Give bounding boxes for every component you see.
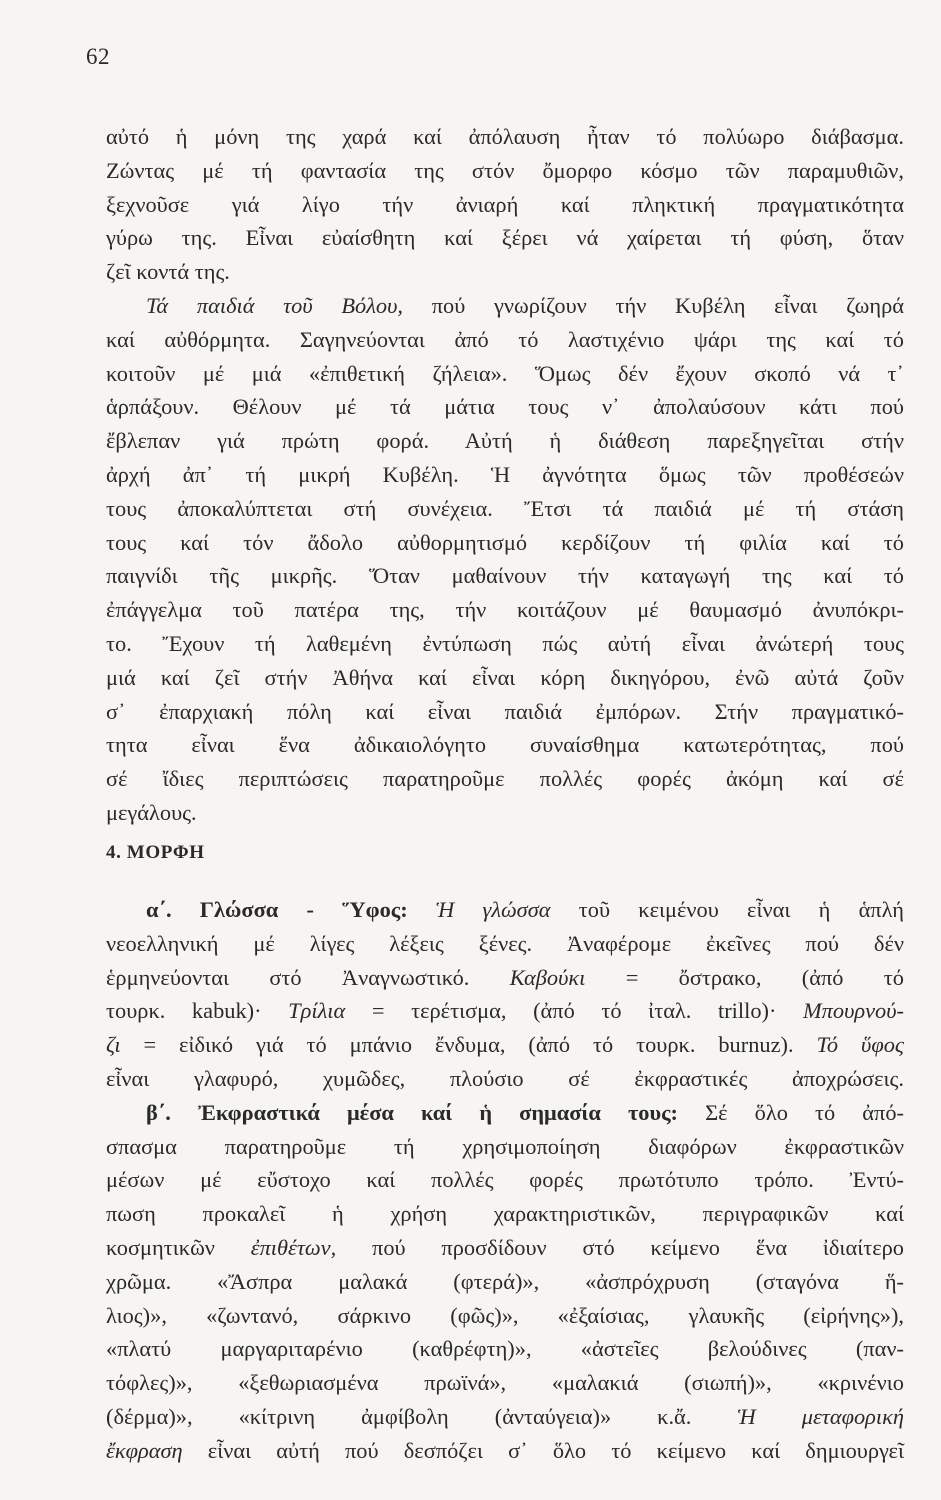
text-line: τους ἀποκαλύπτεται στή συνέχεια. Ἔτσι τά παιδιά μέ τή στάση: [106, 495, 904, 521]
text-line: β΄. Ἐκφραστικά μέσα καί ἡ σημασία τους: Σέ ὅλο τό ἀπό-: [146, 1099, 904, 1125]
text-line: ἑρμηνεύονται στό Ἀναγνωστικό. Καβούκι = ὄστρακο, (ἀπό τό: [106, 964, 904, 990]
text-line: τους καί τόν ἄδολο αὐθορμητισμό κερδίζουν τή φιλία καί τό: [106, 529, 904, 555]
text-line: πωση προκαλεῖ ἡ χρήση χαρακτηριστικῶν, περιγραφικῶν καί: [106, 1201, 904, 1227]
italic-lead: Τά παιδιά τοῦ Βόλου,: [146, 292, 403, 318]
text-line: λιος)», «ζωντανό, σάρκινο (φῶς)», «ἐξαίσιας, γλαυκῆς (εἰρήνης»),: [106, 1302, 904, 1328]
text-line: ἔβλεπαν γιά πρώτη φορά. Αὐτή ἡ διάθεση παρεξηγεῖται στήν: [106, 428, 904, 454]
text-line: κοσμητικῶν ἐπιθέτων, πού προσδίδουν στό κείμενο ἕνα ἰδιαίτερο: [106, 1234, 904, 1260]
text-line: σ᾽ ἐπαρχιακή πόλη καί εἶναι παιδιά ἐμπόρων. Στήν πραγματικό-: [106, 698, 904, 724]
text-line: γύρω της. Εἶναι εὐαίσθητη καί ξέρει νά χαίρεται τή φύση, ὅταν: [106, 225, 904, 251]
text-line: το. Ἔχουν τή λαθεμένη ἐντύπωση πώς αὐτή εἶναι ἀνώτερή τους: [106, 630, 904, 656]
text-line: ἔκφραση εἶναι αὐτή πού δεσπόζει σ᾽ ὅλο τό κείμενο καί δημιουργεῖ: [106, 1437, 904, 1463]
text-line: Τά παιδιά τοῦ Βόλου, πού γνωρίζουν τήν Κυβέλη εἶναι ζωηρά: [146, 292, 904, 318]
page-number: 62: [86, 44, 110, 69]
text-line: χρῶμα. «Ἄσπρα μαλακά (φτερά)», «ἀσπρόχρυση (σταγόνα ἥ-: [106, 1268, 904, 1294]
text-line: (δέρμα)», «κίτρινη ἀμφίβολη (ἀνταύγεια)» κ.ἄ. Ἡ μεταφορική: [106, 1403, 904, 1429]
text-line: ξεχνοῦσε γιά λίγο τήν ἀνιαρή καί πληκτική πραγματικότητα: [106, 191, 904, 217]
text-line: μιά καί ζεῖ στήν Ἀθήνα καί εἶναι κόρη δικηγόρου, ἐνῶ αὐτά ζοῦν: [106, 664, 904, 690]
text-line: τητα εἶναι ἕνα ἀδικαιολόγητο συναίσθημα κατωτερότητας, πού: [106, 732, 904, 758]
paragraph-section-1: [106, 120, 904, 830]
text-line: μεγάλους.: [106, 799, 197, 825]
text-line: α΄. Γλώσσα - Ὕφος: Ἡ γλώσσα τοῦ κειμένου εἶναι ἡ ἁπλή: [146, 897, 904, 922]
text-line: σέ ἴδιες περιπτώσεις παρατηροῦμε πολλές φορές ἀκόμη καί σέ: [106, 766, 904, 792]
text-line: κοιτοῦν μέ μιά «ἐπιθετική ζήλεια». Ὅμως δέν ἔχουν σκοπό νά τ᾽: [106, 360, 904, 386]
text-line: τόφλες)», «ξεθωριασμένα πρωϊνά», «μαλακιά (σιωπή)», «κρινένιο: [106, 1370, 904, 1396]
subheading-a: α΄. Γλώσσα - Ὕφος:: [146, 897, 408, 922]
text-line: μέσων μέ εὔστοχο καί πολλές φορές πρωτότυπο τρόπο. Ἐντύ-: [106, 1167, 904, 1193]
text-line: ἀρχή ἀπ᾽ τή μικρή Κυβέλη. Ἡ ἀγνότητα ὅμως τῶν προθέσεών: [106, 461, 904, 487]
paragraph-section-2: [106, 893, 904, 1468]
text-line: αὐτό ἡ μόνη της χαρά καί ἀπόλαυση ἦταν τό πολύωρο διάβασμα.: [106, 124, 904, 149]
text-line: τουρκ. kabuk)· Τρίλια = τερέτισμα, (ἀπό τό ἰταλ. trillo)· Μπουρνού-: [106, 998, 904, 1024]
text-line: εἶναι γλαφυρό, χυμῶδες, πλούσιο σέ ἐκφραστικές ἀποχρώσεις.: [106, 1065, 904, 1091]
text-line: «πλατύ μαργαριταρένιο (καθρέφτη)», «ἀστεῖες βελούδινες (παν-: [106, 1336, 904, 1362]
text-line: ζι = εἰδικό γιά τό μπάνιο ἔνδυμα, (ἀπό τό τουρκ. burnuz). Τό ὕφος: [106, 1032, 904, 1058]
text-line: ἁρπάξουν. Θέλουν μέ τά μάτια τους ν᾽ ἀπολαύσουν κάτι πού: [106, 394, 904, 420]
text-line: καί αὐθόρμητα. Σαγηνεύονται ἀπό τό λαστιχένιο ψάρι της καί τό: [106, 326, 904, 352]
text-line: παιγνίδι τῆς μικρῆς. Ὅταν μαθαίνουν τήν καταγωγή της καί τό: [106, 563, 904, 589]
text-line: ἐπάγγελμα τοῦ πατέρα της, τήν κοιτάζουν μέ θαυμασμό ἀνυπόκρι-: [106, 597, 904, 623]
section-heading: 4. ΜΟΡΦΗ: [106, 842, 205, 863]
text-line: σπασμα παρατηροῦμε τή χρησιμοποίηση διαφόρων ἐκφραστικῶν: [106, 1133, 904, 1159]
text-line: ζεῖ κοντά της.: [106, 259, 230, 285]
text-line: Ζώντας μέ τή φαντασία της στόν ὄμορφο κόσμο τῶν παραμυθιῶν,: [106, 157, 904, 183]
subheading-b: β΄. Ἐκφραστικά μέσα καί ἡ σημασία τους:: [146, 1099, 679, 1125]
text-line: νεοελληνική μέ λίγες λέξεις ξένες. Ἀναφέρομε ἐκεῖνες πού δέν: [106, 930, 904, 956]
